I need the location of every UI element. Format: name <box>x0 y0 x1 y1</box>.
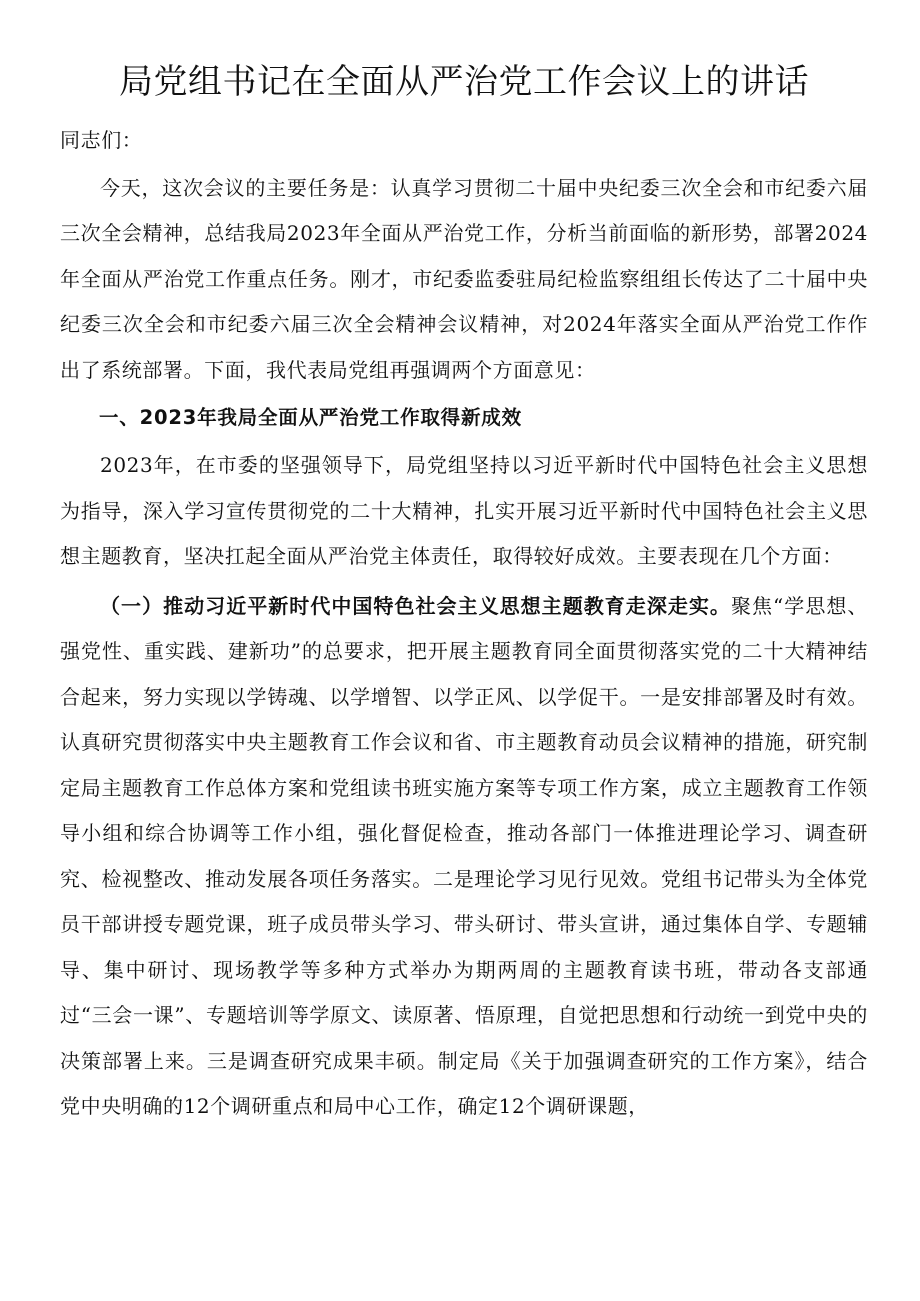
point-1-body: 聚焦“学思想、强党性、重实践、建新功”的总要求，把开展主题教育同全面贯彻落实党的二十大精神结合起来，努力实现以学铸魂、以学增智、以学正风、以学促干。一是安排部署及时有效。认真研究贯彻落实中央主题教育工作会议和省、市主题教育动员会议精神的措施，研究制定局主题教育工作总体方案和党组读书班实施方案等专项工作方案，成立主题教育工作领导小组和综合协调等工作小组，强化督促检查，推动各部门一体推进理论学习、调查研究、检视整改、推动发展各项任务落实。二是理论学习见行见效。党组书记带头为全体党员干部讲授专题党课，班子成员带头学习、带头研讨、带头宣讲，通过集体自学、专题辅导、集中研讨、现场教学等多种方式举办为期两周的主题教育读书班，带动各支部通过“三会一课”、专题培训等学原文、读原著、悟原理，自觉把思想和行动统一到党中央的决策部署上来。三是调查研究成果丰硕。制定局《关于加强调查研究的工作方案》，结合党中央明确的12个调研重点和局中心工作，确定12个调研课题， <box>60 593 868 1118</box>
salutation: 同志们： <box>60 128 143 152</box>
section-1-overview-paragraph: 2023年，在市委的坚强领导下，局党组坚持以习近平新时代中国特色社会主义思想为指导，深入学习宣传贯彻党的二十大精神，扎实开展习近平新时代中国特色社会主义思想主题教育，坚决扛起全面从严治党主体责任，取得较好成效。主要表现在几个方面： <box>60 453 868 568</box>
document-title: 局党组书记在全面从严治党工作会议上的讲话 <box>119 62 809 102</box>
intro-paragraph: 今天，这次会议的主要任务是：认真学习贯彻二十届中央纪委三次全会和市纪委六届三次全会精神，总结我局2023年全面从严治党工作，分析当前面临的新形势，部署2024年全面从严治党工作重点任务。刚才，市纪委监委驻局纪检监察组组长传达了二十届中央纪委三次全会和市纪委六届三次全会精神会议精神，对2024年落实全面从严治党工作作出了系统部署。下面，我代表局党组再强调两个方面意见： <box>60 175 868 382</box>
point-1-paragraph <box>60 584 868 1130</box>
section-heading-1: 一、2023年我局全面从严治党工作取得新成效 <box>99 406 522 429</box>
point-1-heading: （一）推动习近平新时代中国特色社会主义思想主题教育走深走实。 <box>100 593 731 618</box>
